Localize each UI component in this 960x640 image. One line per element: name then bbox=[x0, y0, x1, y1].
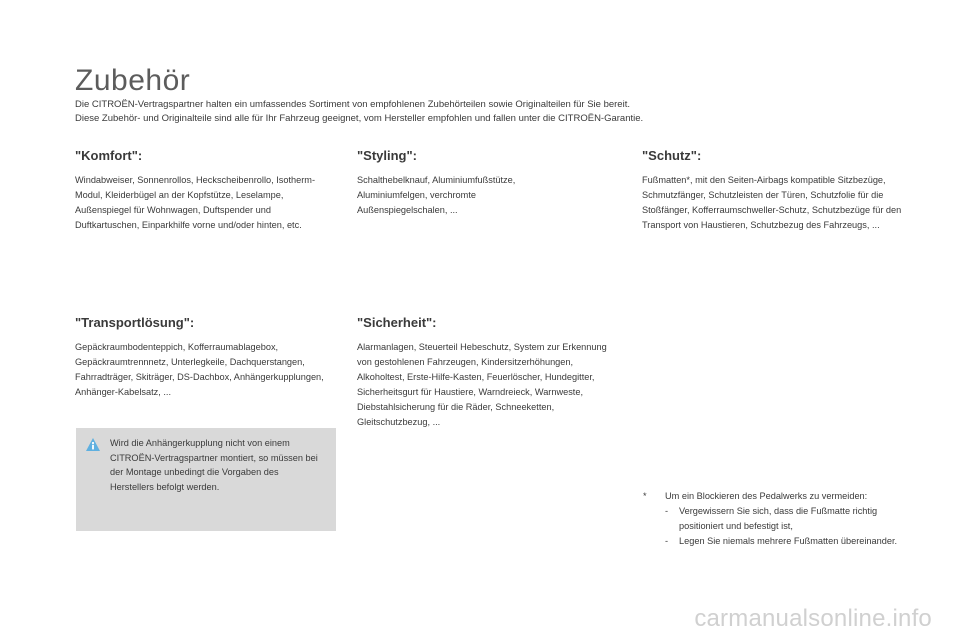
list-item bbox=[643, 504, 923, 534]
section-heading: "Styling": bbox=[357, 148, 417, 163]
list-item bbox=[643, 534, 923, 549]
page-title: Zubehör bbox=[75, 64, 191, 97]
section-text: Alarmanlagen, Steuerteil Hebeschutz, System zur Erkennung von gestohlenen Fahrzeugen, Kindersitzerhöhungen, Alkoholtest, Erste-Hilfe-Kasten, Feuerlöscher, Hundegitter, Sicherheitsgurt für Haustiere, Warndreieck, Warnweste, Diebstahlsicherung für die Räder, Schneeketten, Gleitschutzbezug, ... bbox=[357, 342, 607, 427]
info-icon bbox=[85, 437, 101, 453]
note-text: Wird die Anhängerkupplung nicht von einem CITROËN-Vertragspartner montiert, so müssen bei der Montage unbedingt die Vorgaben des Herstellers befolgt werden. bbox=[110, 438, 318, 492]
section-heading: "Schutz": bbox=[642, 148, 702, 163]
section-sicherheit bbox=[357, 315, 607, 430]
intro-line-2: Diese Zubehör- und Originalteile sind alle für Ihr Fahrzeug geeignet, vom Hersteller empfohlen und fallen unter die CITROËN-Garantie. bbox=[75, 113, 644, 124]
section-heading: "Sicherheit": bbox=[357, 315, 437, 330]
list-item-text: Vergewissern Sie sich, dass die Fußmatte richtig positioniert und befestigt ist, bbox=[679, 506, 878, 531]
section-styling bbox=[357, 148, 567, 218]
watermark: carmanualsonline.info bbox=[694, 605, 932, 632]
bullet-dash: - bbox=[665, 536, 669, 546]
section-text: Fußmatten*, mit den Seiten-Airbags kompatible Sitzbezüge, Schmutzfänger, Schutzleisten der Türen, Schutzfolie für die Stoßfänger, Kofferraumschweller-Schutz, Schutzbezüge für den Transport von Haustieren, Schutzbezug des Fahrzeugs, ... bbox=[642, 175, 902, 230]
section-text: Gepäckraumbodenteppich, Kofferraumablagebox, Gepäckraumtrennnetz, Unterlegkeile, Dachquerstangen, Fahrradträger, Skiträger, DS-Dachbox, Anhängerkupplungen, Anhänger-Kabelsatz, ... bbox=[75, 342, 324, 397]
note-box bbox=[76, 428, 336, 531]
section-komfort bbox=[75, 148, 327, 233]
footnote bbox=[643, 489, 923, 549]
list-item-text: Legen Sie niemals mehrere Fußmatten übereinander. bbox=[679, 536, 898, 546]
intro-text bbox=[75, 98, 935, 126]
intro-line-1: Die CITROËN-Vertragspartner halten ein umfassendes Sortiment von empfohlenen Zubehörteilen sowie Originalteilen für Sie bereit. bbox=[75, 99, 630, 110]
section-transportloesung bbox=[75, 315, 327, 400]
bullet-dash: - bbox=[665, 506, 669, 516]
footnote-mark: * bbox=[643, 491, 647, 501]
section-text: Schalthebelknauf, Aluminiumfußstütze, Aluminiumfelgen, verchromte Außenspiegelschalen, ... bbox=[357, 175, 516, 215]
footnote-intro: Um ein Blockieren des Pedalwerks zu vermeiden: bbox=[665, 491, 868, 501]
section-text: Windabweiser, Sonnenrollos, Heckscheibenrollo, Isotherm-Modul, Kleiderbügel an der Kopfstütze, Leselampe, Außenspiegel für Wohnwagen, Duftspender und Duftkartuschen, Einparkhilfe vorne und/oder hinten, etc. bbox=[75, 175, 316, 230]
section-schutz bbox=[642, 148, 904, 233]
section-heading: "Transportlösung": bbox=[75, 315, 195, 330]
section-heading: "Komfort": bbox=[75, 148, 143, 163]
